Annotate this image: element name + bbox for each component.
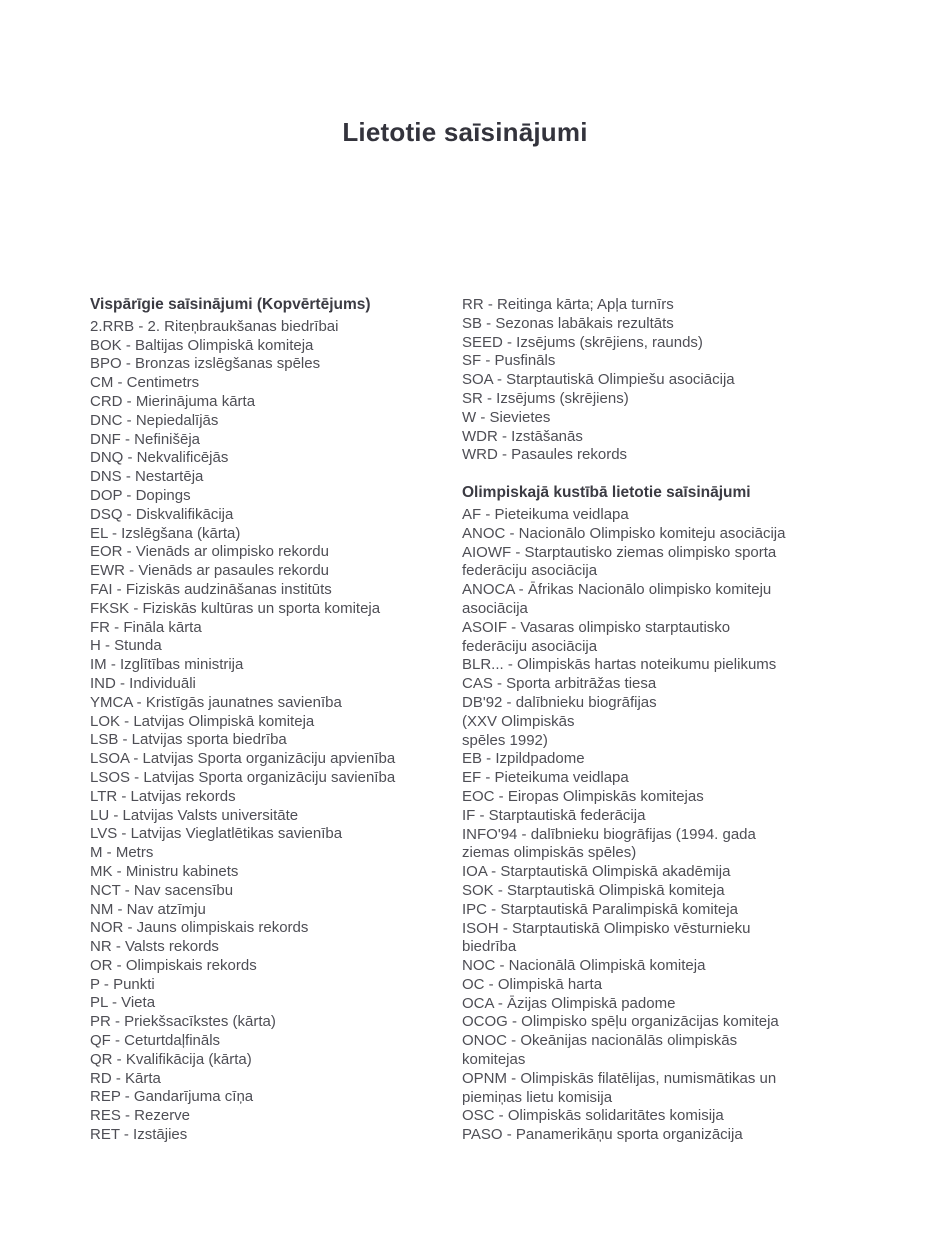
abbreviation-line: LOK - Latvijas Olimpiskā komiteja bbox=[90, 712, 315, 730]
abbreviation-line: CM - Centimetrs bbox=[90, 374, 200, 392]
abbreviation-line: RD - Kārta bbox=[90, 1069, 161, 1087]
abbreviation-line: EF - Pieteikuma veidlapa bbox=[462, 769, 629, 787]
abbreviation-line: SEED - Izsējums (skrējiens, raunds) bbox=[462, 333, 703, 351]
abbreviation-line: ziemas olimpiskās spēles) bbox=[462, 844, 637, 862]
abbreviation-line: LSB - Latvijas sporta biedrība bbox=[90, 731, 287, 749]
abbreviation-line: EOR - Vienāds ar olimpisko rekordu bbox=[90, 543, 329, 561]
abbreviation-line: OCOG - Olimpisko spēļu organizācijas komiteja bbox=[462, 1013, 779, 1031]
abbreviation-line: IF - Starptautiskā federācija bbox=[462, 806, 646, 824]
abbreviation-line: 2.RRB - 2. Riteņbraukšanas biedrībai bbox=[90, 317, 339, 335]
abbreviation-line: LSOS - Latvijas Sporta organizāciju savienība bbox=[90, 768, 396, 786]
column-right bbox=[462, 296, 860, 1145]
abbreviation-line: LVS - Latvijas Vieglatlētikas savienība bbox=[90, 825, 343, 843]
abbreviation-line: EB - Izpildpadome bbox=[462, 750, 585, 768]
abbreviation-line: OPNM - Olimpiskās filatēlijas, numismātikas un bbox=[462, 1069, 777, 1087]
abbreviation-line: W - Sievietes bbox=[462, 408, 551, 426]
abbreviation-line: SB - Sezonas labākais rezultāts bbox=[462, 314, 674, 332]
abbreviation-line: QR - Kvalifikācija (kārta) bbox=[90, 1050, 252, 1068]
abbreviation-line: DOP - Dopings bbox=[90, 486, 191, 504]
abbreviation-line: PL - Vieta bbox=[90, 994, 156, 1012]
section-header: Vispārīgie saīsinājumi (Kopvērtējums) bbox=[90, 296, 371, 313]
column-left bbox=[90, 296, 462, 1145]
abbreviation-line: IPC - Starptautiskā Paralimpiskā komiteja bbox=[462, 900, 738, 918]
abbreviation-line: SOK - Starptautiskā Olimpiskā komiteja bbox=[462, 881, 725, 899]
abbreviation-line: ANOC - Nacionālo Olimpisko komiteju asociācija bbox=[462, 524, 786, 542]
abbreviation-line: DSQ - Diskvalifikācija bbox=[90, 505, 234, 523]
abbreviation-line: RES - Rezerve bbox=[90, 1107, 191, 1125]
abbreviation-line: WDR - Izstāšanās bbox=[462, 427, 583, 445]
abbreviation-line: AIOWF - Starptautisko ziemas olimpisko sporta bbox=[462, 543, 777, 561]
abbreviation-line: M - Metrs bbox=[90, 844, 154, 862]
abbreviation-line: ONOC - Okeānijas nacionālās olimpiskās bbox=[462, 1032, 738, 1050]
abbreviation-line: DNQ - Nekvalificējās bbox=[90, 449, 229, 467]
abbreviation-line: ASOIF - Vasaras olimpisko starptautisko bbox=[462, 618, 731, 636]
abbreviation-line: NM - Nav atzīmju bbox=[90, 900, 206, 918]
abbreviation-line: FR - Fināla kārta bbox=[90, 618, 202, 636]
abbreviation-line: PASO - Panamerikāņu sporta organizācija bbox=[462, 1126, 743, 1144]
abbreviation-line: SR - Izsējums (skrējiens) bbox=[462, 389, 629, 407]
abbreviation-line: RET - Izstājies bbox=[90, 1126, 188, 1144]
abbreviation-line: AF - Pieteikuma veidlapa bbox=[462, 505, 629, 523]
abbreviation-line: OSC - Olimpiskās solidaritātes komisija bbox=[462, 1107, 724, 1125]
abbreviation-line: BLR... - Olimpiskās hartas noteikumu pielikums bbox=[462, 656, 777, 674]
abbreviation-line: NR - Valsts rekords bbox=[90, 938, 219, 956]
abbreviation-line: LSOA - Latvijas Sporta organizāciju apvienība bbox=[90, 750, 396, 768]
abbreviation-line: SF - Pusfināls bbox=[462, 352, 556, 370]
abbreviation-line: komitejas bbox=[462, 1051, 526, 1069]
abbreviation-line: asociācija bbox=[462, 599, 528, 617]
abbreviation-line: CRD - Mierinājuma kārta bbox=[90, 392, 256, 410]
abbreviation-line: EL - Izslēgšana (kārta) bbox=[90, 524, 241, 542]
abbreviation-line: federāciju asociācija bbox=[462, 637, 598, 655]
abbreviation-line: BOK - Baltijas Olimpiskā komiteja bbox=[90, 336, 314, 354]
abbreviation-line: DNC - Nepiedalījās bbox=[90, 411, 219, 429]
abbreviation-line: INFO'94 - dalībnieku biogrāfijas (1994. gada bbox=[462, 825, 756, 843]
abbreviation-line: WRD - Pasaules rekords bbox=[462, 446, 628, 464]
abbreviation-line: federāciju asociācija bbox=[462, 562, 598, 580]
section-header: Olimpiskajā kustībā lietotie saīsinājumi bbox=[462, 484, 751, 502]
abbreviation-line: EOC - Eiropas Olimpiskās komitejas bbox=[462, 787, 704, 805]
abbreviation-line: REP - Gandarījuma cīņa bbox=[90, 1088, 254, 1106]
abbreviation-line: EWR - Vienāds ar pasaules rekordu bbox=[90, 562, 330, 580]
abbreviation-line: FAI - Fiziskās audzināšanas institūts bbox=[90, 580, 332, 598]
abbreviation-line: NOR - Jauns olimpiskais rekords bbox=[90, 919, 309, 937]
abbreviation-line: NCT - Nav sacensību bbox=[90, 881, 234, 899]
abbreviation-line: IOA - Starptautiskā Olimpiskā akadēmija bbox=[462, 863, 731, 881]
abbreviation-line: NOC - Nacionālā Olimpiskā komiteja bbox=[462, 957, 706, 975]
page-title: Lietotie saīsinājumi bbox=[342, 117, 588, 148]
abbreviation-line: OR - Olimpiskais rekords bbox=[90, 956, 257, 974]
abbreviation-line: PR - Priekšsacīkstes (kārta) bbox=[90, 1013, 276, 1031]
abbreviation-line: OCA - Āzijas Olimpiskā padome bbox=[462, 994, 676, 1012]
abbreviation-line: piemiņas lietu komisija bbox=[462, 1088, 613, 1106]
abbreviation-line: CAS - Sporta arbitrāžas tiesa bbox=[462, 675, 657, 693]
abbreviation-line: ISOH - Starptautiskā Olimpisko vēsturnieku bbox=[462, 919, 751, 937]
section-olympic-movement-abbreviations bbox=[462, 484, 860, 1145]
abbreviation-line: SOA - Starptautiskā Olimpiešu asociācija bbox=[462, 371, 735, 389]
abbreviation-line: DNF - Nefinišēja bbox=[90, 430, 201, 448]
abbreviation-line: spēles 1992) bbox=[462, 731, 548, 749]
abbreviation-line: DNS - Nestartēja bbox=[90, 468, 204, 486]
abbreviation-line: IND - Individuāli bbox=[90, 674, 196, 692]
abbreviation-line: biedrība bbox=[462, 938, 517, 956]
abbreviation-line: RR - Reitinga kārta; Apļa turnīrs bbox=[462, 296, 674, 313]
abbreviation-line: FKSK - Fiziskās kultūras un sporta komiteja bbox=[90, 599, 381, 617]
abbreviation-line: IM - Izglītības ministrija bbox=[90, 656, 244, 674]
section-general-abbreviations bbox=[90, 296, 462, 1145]
abbreviation-line: YMCA - Kristīgās jaunatnes savienība bbox=[90, 693, 342, 711]
abbreviation-line: DB'92 - dalībnieku biogrāfijas bbox=[462, 693, 657, 711]
abbreviation-line: (XXV Olimpiskās bbox=[462, 712, 575, 730]
abbreviation-line: MK - Ministru kabinets bbox=[90, 862, 239, 880]
columns bbox=[90, 296, 860, 1145]
abbreviation-line: ANOCA - Āfrikas Nacionālo olimpisko komiteju bbox=[462, 581, 772, 599]
abbreviation-line: QF - Ceturtdaļfināls bbox=[90, 1032, 221, 1050]
abbreviation-line: BPO - Bronzas izslēgšanas spēles bbox=[90, 355, 321, 373]
abbreviation-line: P - Punkti bbox=[90, 975, 155, 993]
abbreviation-line: LU - Latvijas Valsts universitāte bbox=[90, 806, 299, 824]
abbreviation-line: H - Stunda bbox=[90, 637, 162, 655]
abbreviation-line: OC - Olimpiskā harta bbox=[462, 975, 603, 993]
abbreviation-line: LTR - Latvijas rekords bbox=[90, 787, 236, 805]
section-general-abbreviations-continued bbox=[462, 296, 860, 465]
